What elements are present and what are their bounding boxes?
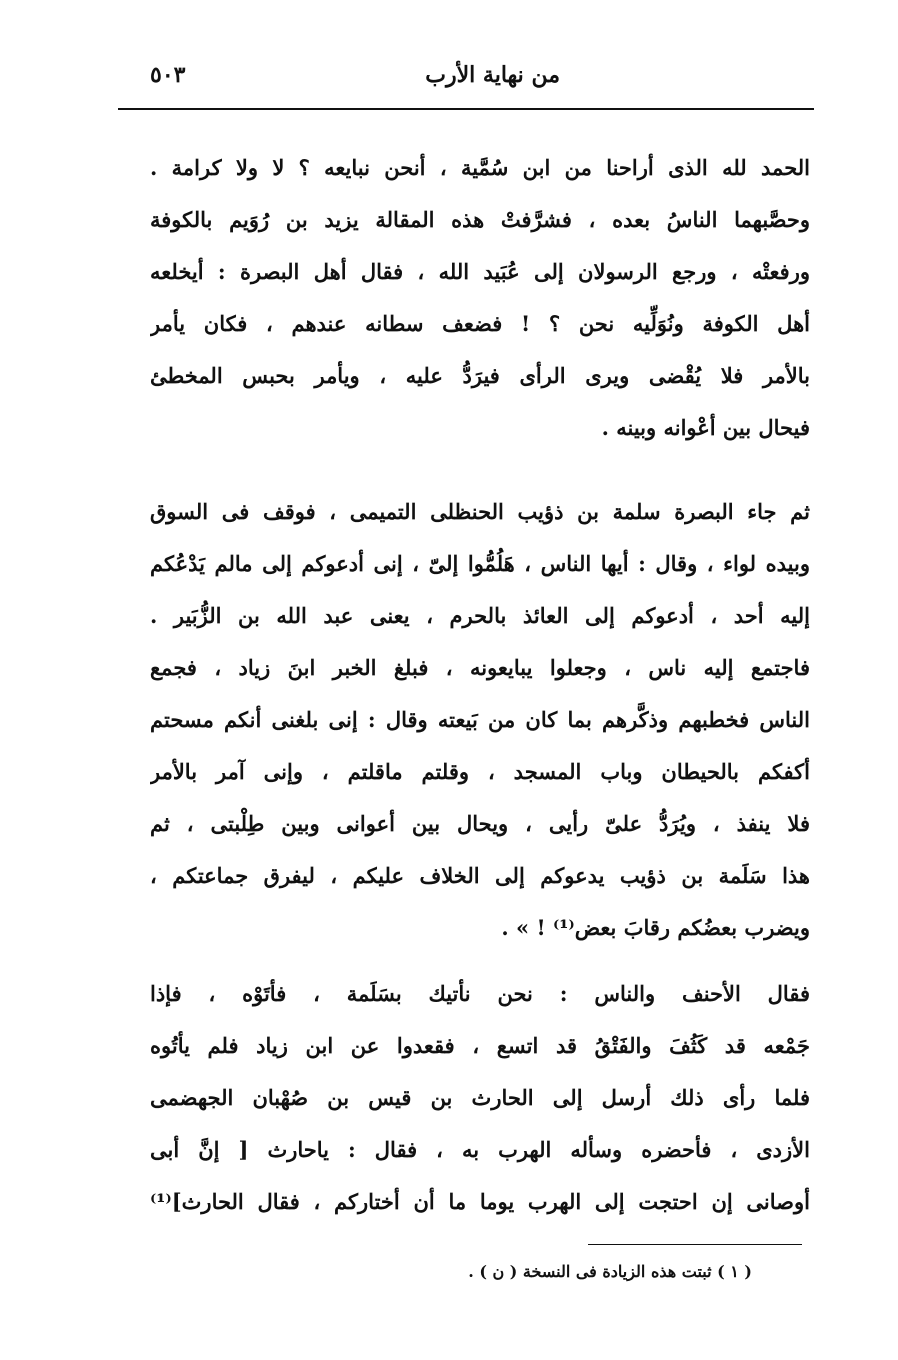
text-line: فقال الأحنف والناس : نحن نأتيك بسَلَمة ، فأتَوْه ، فإذا [150, 981, 810, 1006]
text-line: الناس فخطبهم وذكَّرهم بما كان من بَيعته وقال : إنى بلغنى أنكم مسحتم [150, 707, 810, 732]
page-number: ٥٠٣ [150, 62, 186, 88]
paragraph-1 [150, 142, 810, 454]
text-line: أوصانى إن احتجت إلى الهرب يوما ما أن أختاركم ، فقال الحارث]⁽¹⁾ [150, 1189, 810, 1214]
text-line: ويضرب بعضُكم رقابَ بعض⁽¹⁾ ! » . [501, 915, 810, 940]
text-line: الأزدى ، فأحضره وسأله الهرب به ، فقال : ياحارث [ إنَّ أبى [150, 1137, 810, 1162]
text-line: وبيده لواء ، وقال : أيها الناس ، هَلُمُّوا إلىّ ، إنى أدعوكم إلى مالم يَدْعُكم [150, 551, 810, 576]
footnote-rule [588, 1244, 802, 1245]
text-line: ثم جاء البصرة سلمة بن ذؤيب الحنظلى التميمى ، فوقف فى السوق [150, 499, 810, 524]
text-line: أهل الكوفة ونُوَلِّيه نحن ؟ ! فضعف سطانه عندهم ، فكان يأمر [150, 311, 810, 336]
text-line: بالأمر فلا يُقْضى ويرى الرأى فيرَدُّ عليه ، ويأمر بحبس المخطئ [150, 363, 810, 388]
text-line: فاجتمع إليه ناس ، وجعلوا يبايعونه ، فبلغ الخبر ابنَ زياد ، فجمع [150, 655, 810, 680]
text-line: فلما رأى ذلك أرسل إلى الحارث بن قيس بن صُهْبان الجهضمى [150, 1085, 810, 1110]
running-title: من نهاية الأرب [425, 62, 560, 88]
text-line: أكفكم بالحيطان وباب المسجد ، وقلتم ماقلتم ، وإنى آمر بالأمر [150, 759, 810, 784]
running-header [150, 62, 810, 98]
text-line: هذا سَلَمة بن ذؤيب يدعوكم إلى الخلاف عليكم ، ليفرق جماعتكم ، [150, 863, 810, 888]
text-line: جَمْعه قد كَثُفَ والفَتْقُ قد اتسع ، فقعدوا عن ابن زياد فلم يأتُوه [150, 1033, 810, 1058]
footnote: ( ١ ) ثبتت هذه الزيادة فى النسخة ( ن ) . [468, 1262, 752, 1281]
header-rule [118, 108, 814, 110]
text-line: فلا ينفذ ، ويُرَدُّ علىّ رأيى ، ويحال بين أعوانى وبين طِلْبتى ، ثم [150, 811, 810, 836]
text-line: فيحال بين أعْوانه وبينه . [601, 415, 810, 440]
paragraph-2 [150, 486, 810, 954]
text-line: وحصَّبهما الناسُ بعده ، فشرَّفتْ هذه المقالة يزيد بن رُوَيم بالكوفة [150, 207, 810, 232]
text-line: ورفعتْه ، ورجع الرسولان إلى عُبَيد الله ، فقال أهل البصرة : أيخلعه [150, 259, 810, 284]
text-line: إليه أحد ، أدعوكم إلى العائذ بالحرم ، يعنى عبد الله بن الزُّبَير . [150, 603, 810, 628]
text-line: الحمد لله الذى أراحنا من ابن سُمَّية ، أنحن نبايعه ؟ لا ولا كرامة . [150, 155, 810, 180]
paragraph-3 [150, 968, 810, 1228]
